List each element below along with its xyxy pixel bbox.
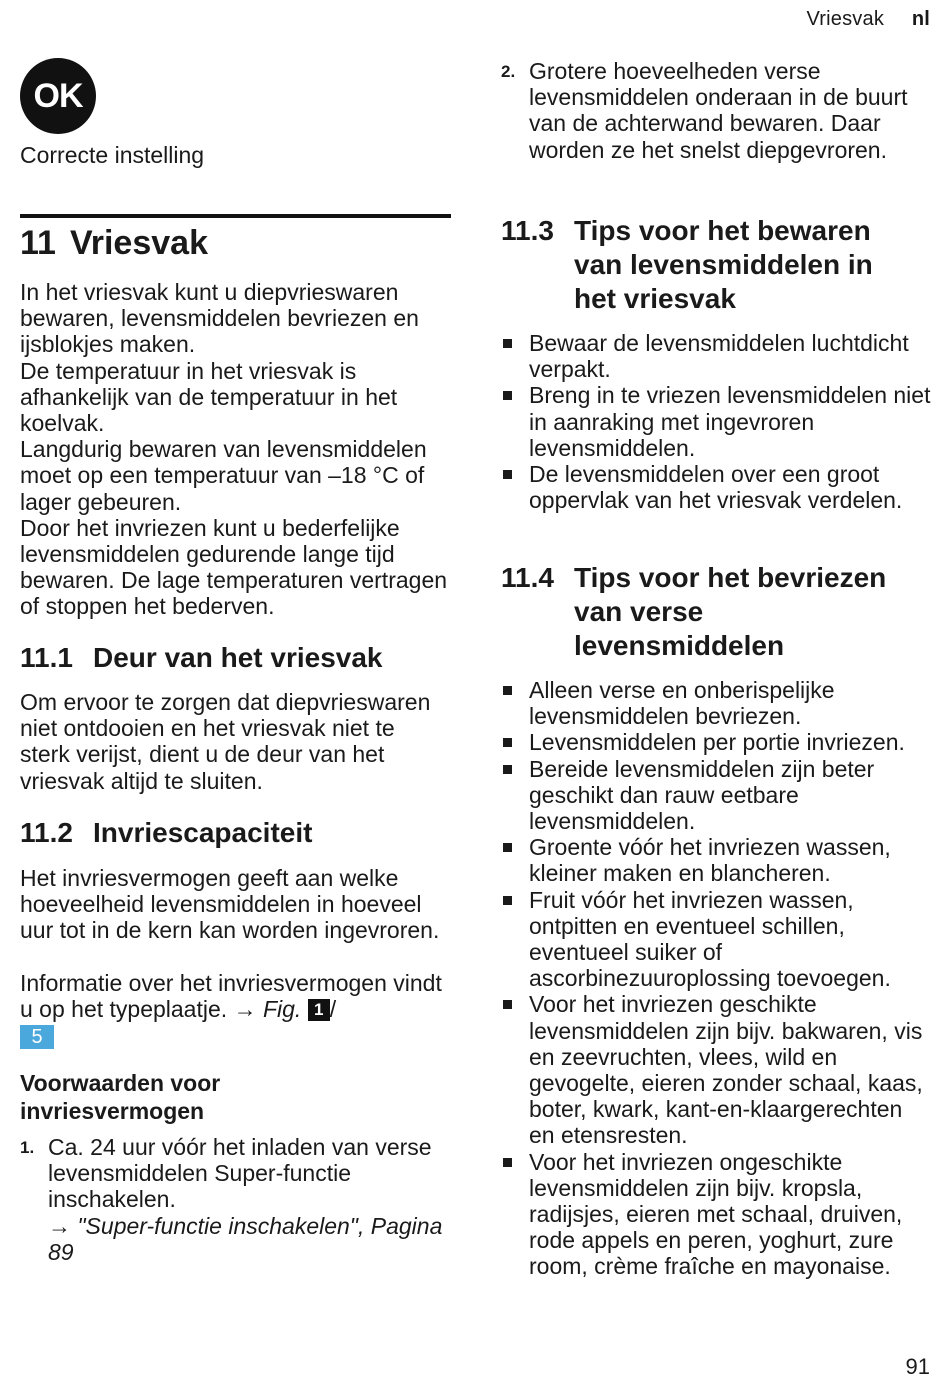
running-header <box>806 8 930 31</box>
section-11-2-heading <box>20 816 450 850</box>
page-number: 91 <box>905 1354 930 1379</box>
list-item-text: Bereide levensmiddelen zijn beter geschikt dan rauw eetbare levensmiddelen. <box>529 755 875 835</box>
figure-number-badge: 5 <box>20 1025 54 1049</box>
paragraph: De temperatuur in het vriesvak is afhankelijk van de temperatuur in het koelvak. <box>20 357 398 437</box>
step-number: 1. <box>20 1138 35 1157</box>
tips-list <box>501 330 933 513</box>
section-11-4-heading <box>501 561 921 663</box>
section-title: Deur van het vriesvak <box>93 642 383 673</box>
paragraph: In het vriesvak kunt u diepvrieswaren bewaren, levensmiddelen bevriezen en ijsblokjes maken. <box>20 279 419 358</box>
tips-list <box>501 677 933 1280</box>
section-number: 11.3 <box>501 215 554 246</box>
list-item <box>501 887 933 992</box>
list-item-text: Bewaar de levensmiddelen luchtdicht verpakt. <box>529 330 909 383</box>
section-number: 11.2 <box>20 817 73 848</box>
paragraph-fig-ref <box>20 970 450 1049</box>
bullet-square-icon <box>503 738 512 747</box>
figure-number-badge: 1 <box>308 999 330 1021</box>
subheading: Voorwaarden voor invriesvermogen <box>20 1070 221 1124</box>
steps-list <box>20 1134 450 1265</box>
list-item-text: Groente vóór het invriezen wassen, kleiner maken en blancheren. <box>529 834 891 887</box>
bullet-square-icon <box>503 896 512 905</box>
list-item-text: Voor het invriezen ongeschikte levensmiddelen zijn bijv. kropsla, radijsjes, eieren met schaal, druiven, rode appels en peren, yoghurt, zure room, crème fraîche en mayonaise. <box>529 1148 903 1280</box>
step-text: Grotere hoeveelheden verse levensmiddelen onderaan in de buurt van de achterwand bewaren. Daar worden ze het snelst diepgevroren. <box>529 58 908 163</box>
list-item <box>501 991 933 1148</box>
paragraph: Om ervoor te zorgen dat diepvrieswaren niet ontdooien en het vriesvak niet te sterk verijst, dient u de deur van het vriesvak altijd te sluiten. <box>20 689 431 794</box>
bullet-square-icon <box>503 686 512 695</box>
list-item <box>501 677 933 729</box>
header-section: Vriesvak <box>806 8 885 30</box>
list-item <box>501 756 933 835</box>
section-number: 11.4 <box>501 562 554 593</box>
bullet-square-icon <box>503 1000 512 1009</box>
list-item <box>501 729 933 755</box>
list-item-text: Alleen verse en onberispelijke levensmiddelen bevriezen. <box>529 677 835 730</box>
section-11-heading <box>20 224 208 263</box>
bullet-square-icon <box>503 1158 512 1167</box>
steps-list-continued <box>501 58 933 163</box>
list-item <box>501 330 933 382</box>
bullet-square-icon <box>503 765 512 774</box>
section-11-1-heading <box>20 641 450 675</box>
list-item-text: Breng in te vriezen levensmiddelen niet in aanraking met ingevroren levensmiddelen. <box>529 382 931 461</box>
list-item-text: De levensmiddelen over een groot oppervlak van het vriesvak verdelen. <box>529 461 903 514</box>
header-language: nl <box>911 8 930 30</box>
list-item <box>20 1134 450 1265</box>
paragraph: Langdurig bewaren van levensmiddelen moet op een temperatuur van –18 °C of lager gebeuren. <box>20 436 427 515</box>
step-number: 2. <box>501 62 516 81</box>
section-title: Invriescapaciteit <box>93 817 313 848</box>
fig-ref-text: Informatie over het invriesvermogen vindt u op het typeplaatje. <box>20 970 442 1023</box>
section-number: 11 <box>20 224 56 262</box>
bullet-square-icon <box>503 339 512 348</box>
list-item <box>501 58 933 163</box>
bullet-square-icon <box>503 470 512 479</box>
cross-reference-link[interactable]: "Super-functie inschakelen", Pagina 89 <box>48 1212 443 1265</box>
list-item-text: Levensmiddelen per portie invriezen. <box>529 729 905 756</box>
section-11-body <box>20 279 450 620</box>
section-number: 11.1 <box>20 642 73 673</box>
section-11-3-heading <box>501 214 911 316</box>
paragraph: Het invriesvermogen geeft aan welke hoeveelheid levensmiddelen in hoeveel uur tot in de kern kan worden ingevroren. <box>20 865 440 944</box>
list-item <box>501 461 933 513</box>
ok-caption: Correcte instelling <box>20 142 205 168</box>
list-item <box>501 834 933 886</box>
arrow-icon: → <box>233 996 257 1023</box>
section-rule <box>20 214 451 218</box>
paragraph: Door het invriezen kunt u bederfelijke levensmiddelen gedurende lange tijd bewaren. De lage temperaturen vertragen of stoppen het bederven. <box>20 514 448 620</box>
fig-separator: / <box>329 996 337 1023</box>
fig-link[interactable]: Fig. <box>262 996 302 1023</box>
list-item-text: Voor het invriezen geschikte levensmiddelen zijn bijv. bakwaren, vis en zeevruchten, vlees, wild en gevogelte, eieren zonder schaal, kaas, boter, kwark, kant-en-klaargerechten en etensresten. <box>529 991 923 1149</box>
section-title: Tips voor het bevriezen van verse levensmiddelen <box>574 562 887 661</box>
section-title: Tips voor het bewaren van levensmiddelen in het vriesvak <box>574 215 873 314</box>
arrow-icon: → <box>48 1212 71 1239</box>
step-text: Ca. 24 uur vóór het inladen van verse levensmiddelen Super-functie inschakelen. <box>48 1134 432 1213</box>
list-item <box>501 382 933 461</box>
bullet-square-icon <box>503 843 512 852</box>
bullet-square-icon <box>503 391 512 400</box>
ok-icon: OK <box>20 58 96 134</box>
section-title: Vriesvak <box>69 224 208 262</box>
list-item <box>501 1149 933 1280</box>
list-item-text: Fruit vóór het invriezen wassen, ontpitten en eventueel schillen, eventueel suiker of ascorbinezuuroplossing toevoegen. <box>529 886 891 992</box>
